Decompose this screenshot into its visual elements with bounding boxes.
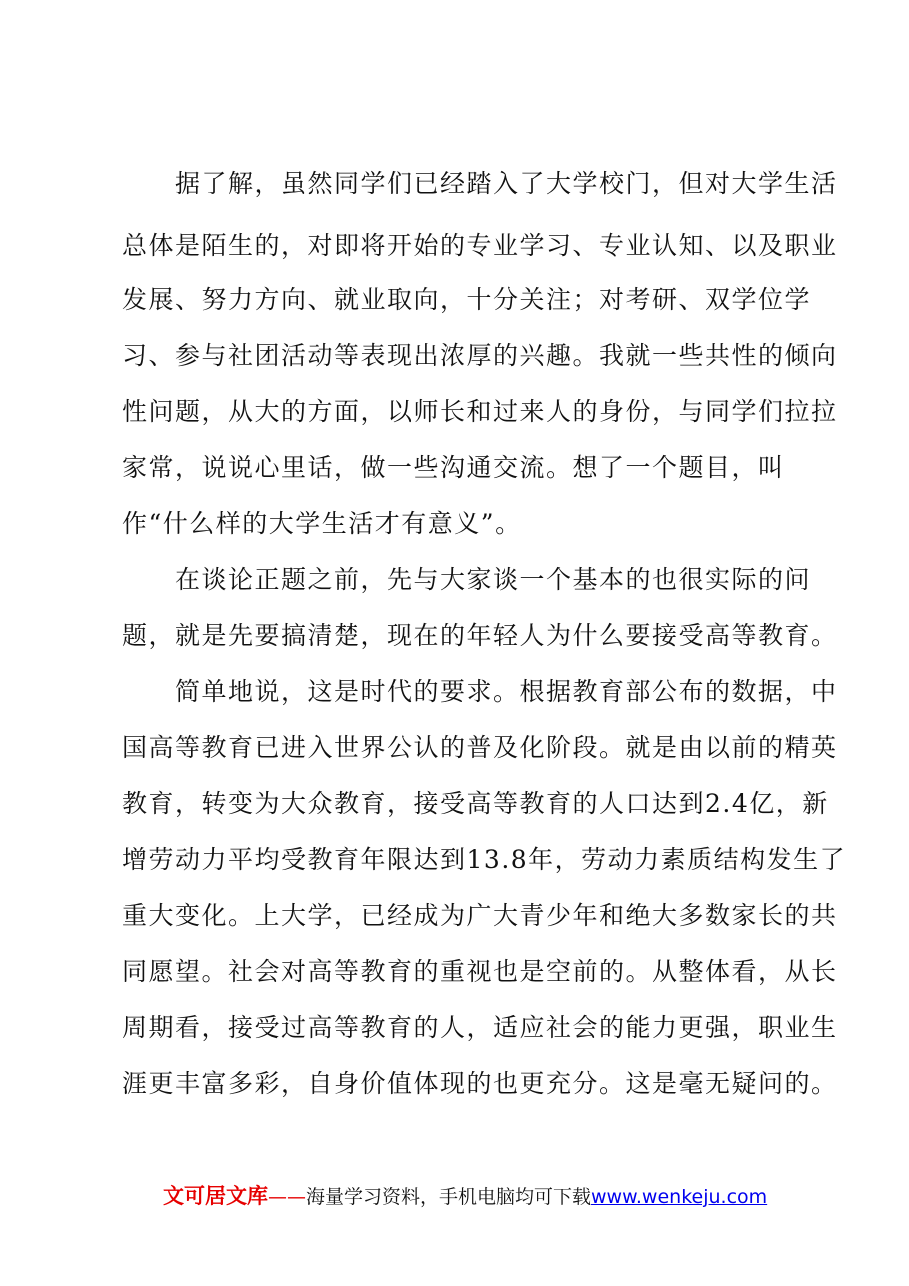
footer-link[interactable]: www.wenkeju.com [591, 1186, 768, 1208]
paragraph-line: 作“什么样的大学生活才有意义”。 [122, 509, 522, 538]
paragraph-line: 同愿望。社会对高等教育的重视也是空前的。从整体看，从长 [122, 957, 838, 986]
paragraph-line: 简单地说，这是时代的要求。根据教育部公布的数据，中 [122, 677, 838, 706]
paragraph-line: 国高等教育已进入世界公认的普及化阶段。就是由以前的精英 [122, 733, 838, 762]
paragraph-line: 在谈论正题之前，先与大家谈一个基本的也很实际的问 [122, 565, 812, 594]
footer-banner [163, 1182, 767, 1211]
paragraph-line: 总体是陌生的，对即将开始的专业学习、专业认知、以及职业 [122, 231, 838, 260]
paragraph-line: 发展、努力方向、就业取向，十分关注；对考研、双学位学 [122, 285, 812, 314]
paragraph-line: 性问题，从大的方面，以师长和过来人的身份，与同学们拉拉 [122, 397, 838, 426]
footer-brand: 文可居文库 [163, 1184, 268, 1208]
paragraph-line: 题，就是先要搞清楚，现在的年轻人为什么要接受高等教育。 [122, 621, 838, 650]
footer-slogan: 海量学习资料，手机电脑均可下载 [306, 1186, 592, 1208]
paragraph-line: 涯更丰富多彩，自身价值体现的也更充分。这是毫无疑问的。 [122, 1069, 838, 1098]
paragraph-line: 家常，说说心里话，做一些沟通交流。想了一个题目，叫 [122, 453, 785, 482]
paragraph-line: 周期看，接受过高等教育的人，适应社会的能力更强，职业生 [122, 1013, 838, 1042]
footer-dash: —— [268, 1186, 306, 1208]
paragraph-line: 重大变化。上大学，已经成为广大青少年和绝大多数家长的共 [122, 901, 838, 930]
paragraph-line: 增劳动力平均受教育年限达到13.8年，劳动力素质结构发生了 [122, 845, 847, 874]
paragraph-line: 据了解，虽然同学们已经踏入了大学校门，但对大学生活 [122, 169, 838, 198]
paragraph-line: 教育，转变为大众教育，接受高等教育的人口达到2.4亿，新 [122, 789, 829, 818]
paragraph-line: 习、参与社团活动等表现出浓厚的兴趣。我就一些共性的倾向 [122, 341, 838, 370]
